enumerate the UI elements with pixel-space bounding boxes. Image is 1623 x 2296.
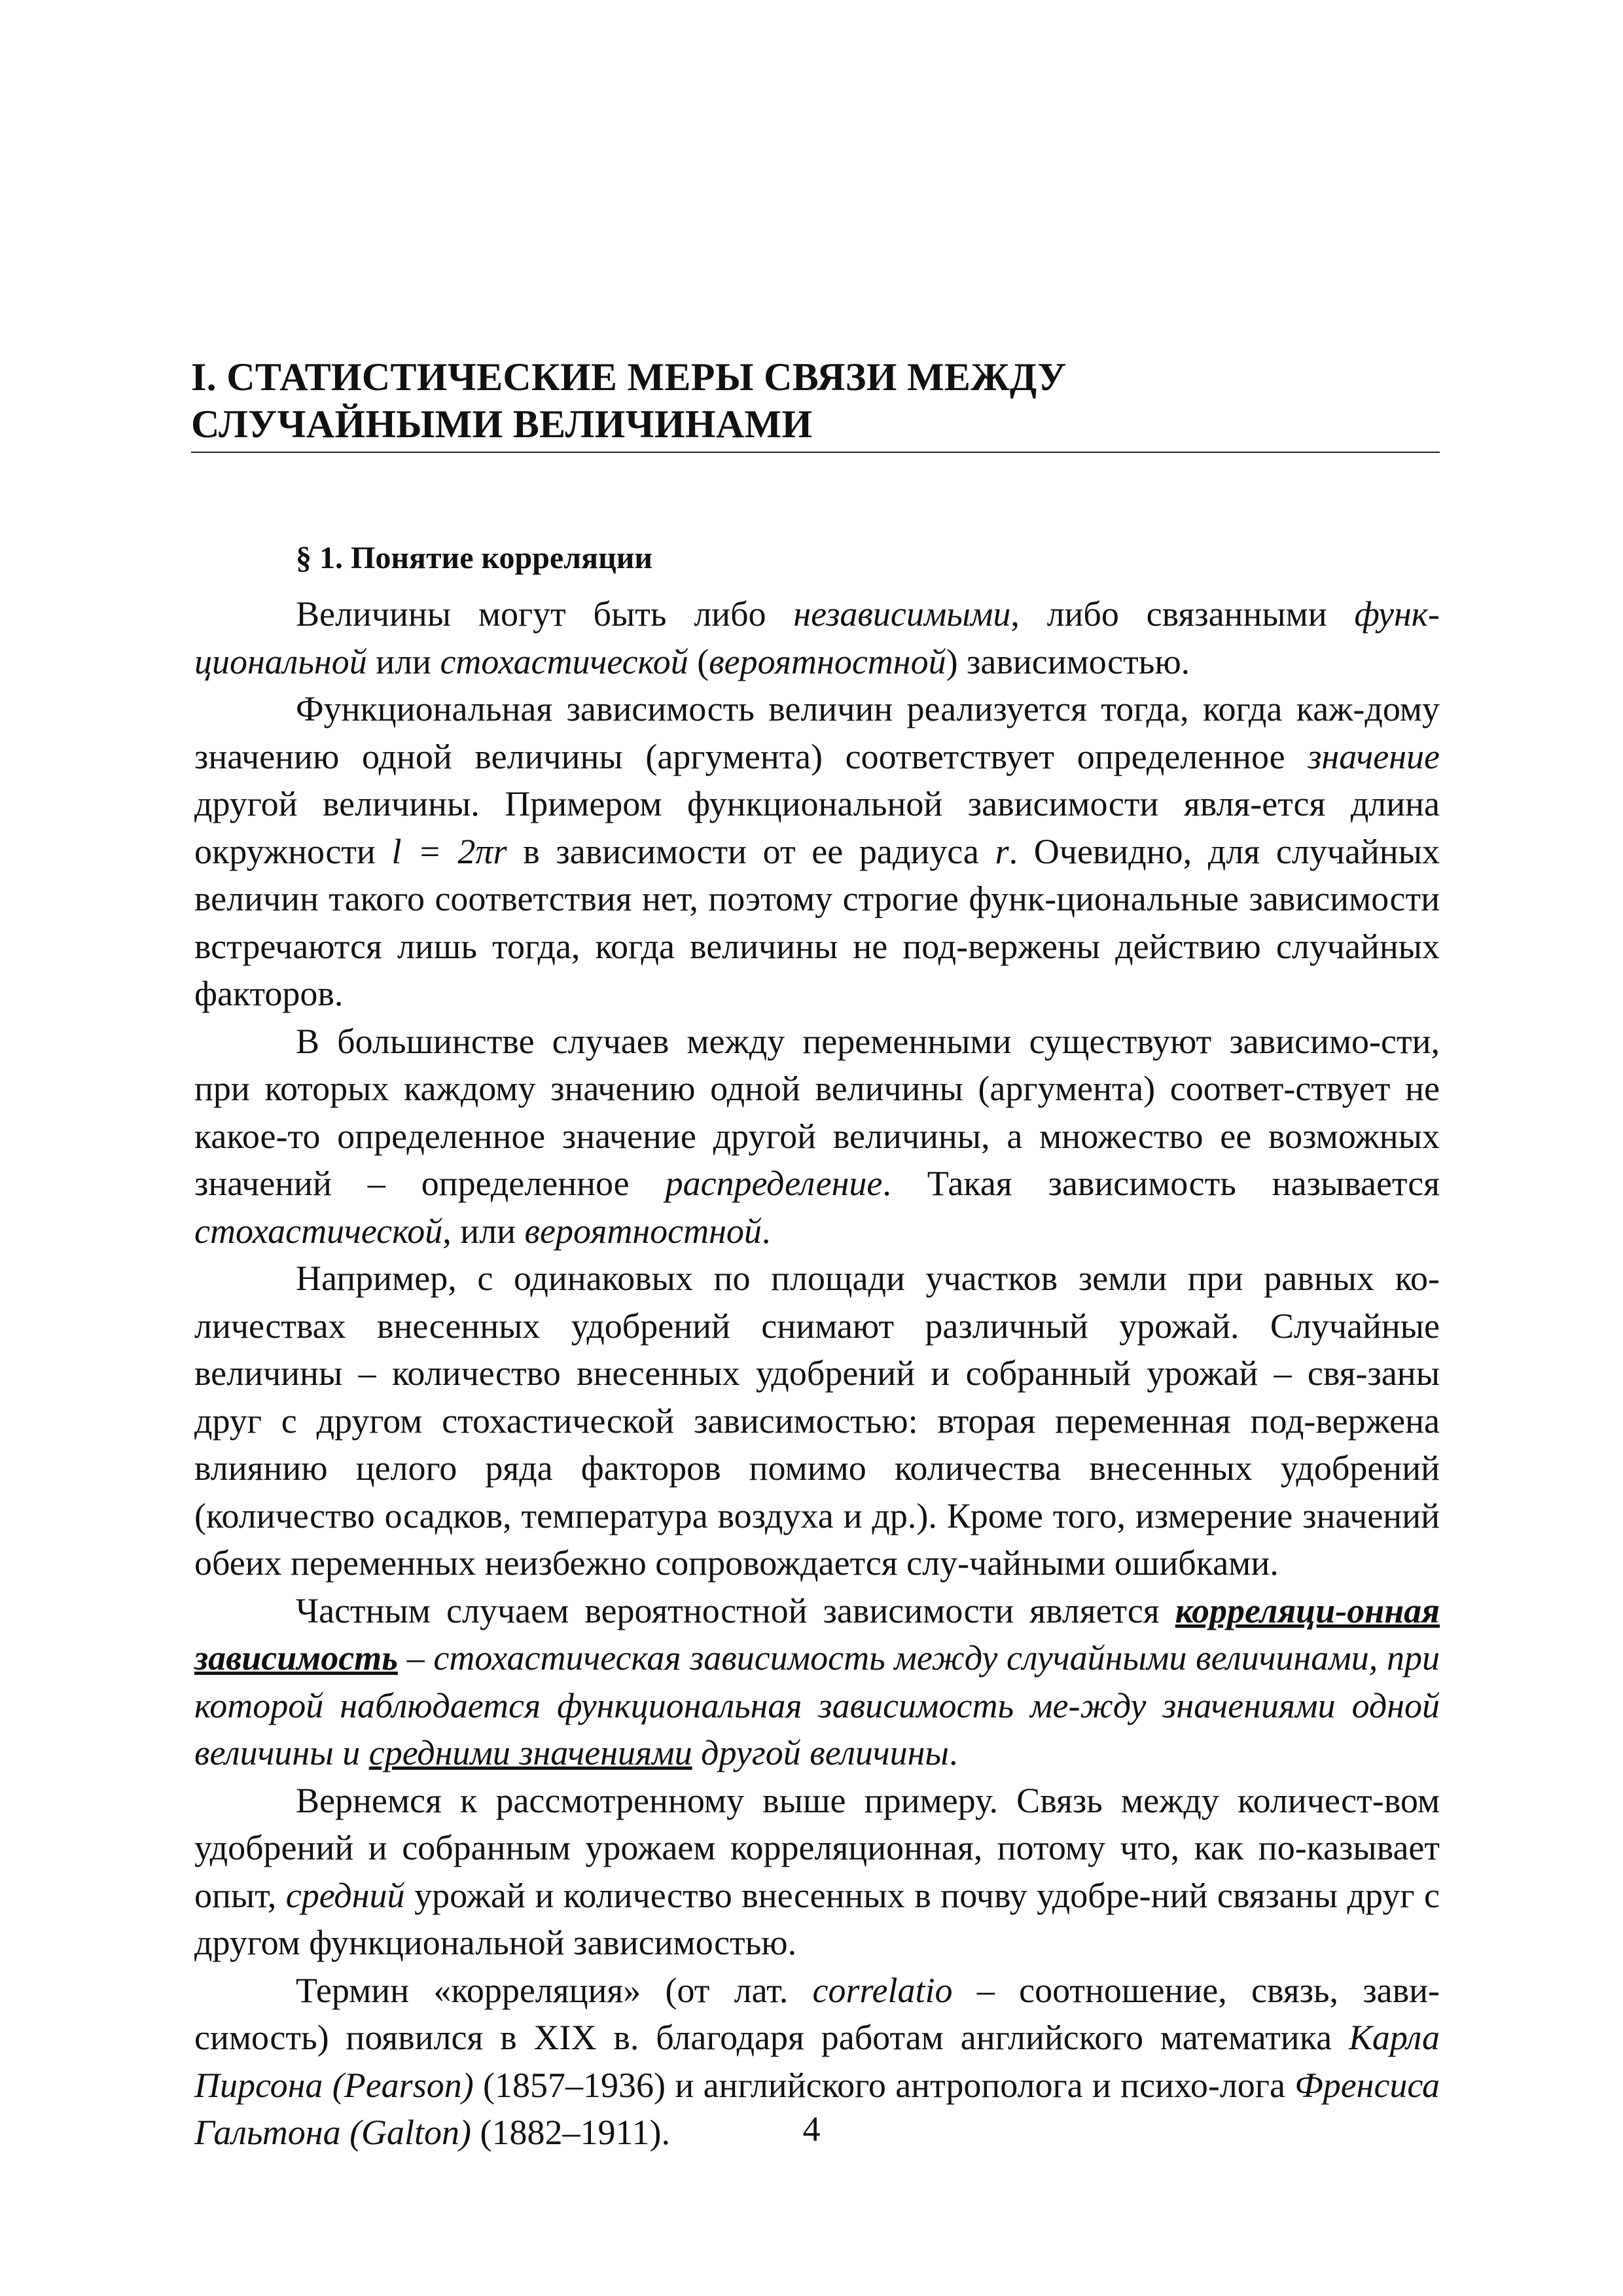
p7-text-4: (1882–1911).: [471, 2113, 671, 2152]
p5-italic-1: стохастическая зависимость между случайными величинами, при которой наблюдается функциональная зависимость ме-жду значениями одной величины и: [194, 1638, 1440, 1772]
p1-text-4: (: [688, 641, 709, 681]
p7-italic-1: correlatio: [812, 1970, 953, 2010]
paragraph-5: [194, 1587, 1440, 1777]
p5-text-1: Частным случаем вероятностной зависимости является: [296, 1590, 1175, 1630]
p5-underlined-mean-values: средними значениями: [368, 1733, 692, 1772]
chapter-title-line-1: I. СТАТИСТИЧЕСКИЕ МЕРЫ СВЯЗИ МЕЖДУ: [191, 355, 1067, 399]
p3-text-2: . Такая зависимость называется: [882, 1164, 1440, 1203]
radius-variable: r: [995, 831, 1009, 871]
chapter-title-rule: [191, 452, 1440, 453]
p6-text-1: Вернемся к рассмотренному выше примеру. Связь между количест-вом удобрений и собранным урожаем корреляционная, потому что, как по-казывает опыт,: [194, 1780, 1440, 1915]
p1-italic-4: вероятностной: [709, 641, 946, 681]
p2-text-2: другой величины. Примером функциональной зависимости явля-ется длина окружности: [194, 784, 1440, 871]
p6-italic-1: средний: [285, 1875, 405, 1915]
paragraph-6: [194, 1777, 1440, 1967]
p7-italic-2: Карла Пирсона (Pearson): [194, 2018, 1440, 2105]
paragraph-4: Например, с одинаковых по площади участков земли при равных ко-личествах внесенных удобрений снимают различный урожай. Случайные величины – количество внесенных удобрений и собранный урожай – свя-заны друг с другом стохастической зависимостью: вторая переменная под-вержена влиянию целого ряда факторов помимо количества внесенных удобрений (количество осадков, температура воздуха и др.). Кроме того, измерение значений обеих переменных неизбежно сопровождается слу-чайными ошибками.: [194, 1259, 1440, 1583]
p7-text-1: Термин «корреляция» (от лат.: [296, 1970, 813, 2010]
chapter-title: [191, 353, 1435, 448]
p3-italic-1: распределение: [665, 1164, 883, 1203]
paragraph-2: [194, 685, 1440, 1018]
p1-italic-1: независимыми: [793, 594, 1011, 634]
page-number: 4: [802, 2109, 821, 2149]
p2-italic-1: значение: [1308, 736, 1440, 776]
body-text: [194, 590, 1440, 2157]
p1-italic-2: функ-циональной: [194, 594, 1440, 681]
p1-text-3: или: [366, 641, 440, 681]
paragraph-3: [194, 1018, 1440, 1255]
p3-text-1: В большинстве случаев между переменными существуют зависимо-сти, при которых каждому значению одной величины (аргумента) соответ-ствует не какое-то определенное значение другой величины, а множество ее возможных значений – определенное: [194, 1021, 1440, 1203]
p3-italic-2: стохастической: [194, 1211, 443, 1251]
p7-text-3: (1857–1936) и английского антрополога и психо-лога: [473, 2065, 1295, 2105]
p6-text-2: урожай и количество внесенных в почву удобре-ний связаны друг с другом функциональной зависимостью.: [194, 1875, 1440, 1962]
p1-text-5: ) зависимостью.: [946, 641, 1190, 681]
p5-italic-2: другой величины: [692, 1733, 949, 1772]
p3-text-4: .: [761, 1211, 771, 1251]
p5-text-2: –: [397, 1638, 434, 1677]
p2-text-3: в зависимости от ее радиуса: [507, 831, 995, 871]
p3-text-3: , или: [442, 1211, 525, 1251]
p1-text-1: Величины могут быть либо: [296, 594, 794, 634]
p7-text-2: – соотношение, связь, зави-симость) появился в XIX в. благодаря работам английского математика: [194, 1970, 1440, 2057]
correlation-term: корреляци-онная зависимость: [194, 1590, 1440, 1677]
section-heading: § 1. Понятие корреляции: [296, 541, 653, 575]
p1-text-2: , либо связанными: [1010, 594, 1355, 634]
p3-italic-3: вероятностной: [524, 1211, 762, 1251]
circumference-formula: l = 2πr: [391, 831, 507, 871]
p1-italic-3: стохастической: [440, 641, 688, 681]
chapter-title-line-2: СЛУЧАЙНЫМИ ВЕЛИЧИНАМИ: [191, 403, 813, 446]
paragraph-1: [194, 590, 1440, 685]
p2-text-1: Функциональная зависимость величин реализуется тогда, когда каж-дому значению одной величины (аргумента) соответствует определенное: [194, 689, 1440, 776]
p5-text-3: .: [949, 1733, 958, 1772]
p7-italic-3: Френсиса Гальтона (Galton): [194, 2065, 1440, 2152]
p2-text-4: . Очевидно, для случайных величин такого соответствия нет, поэтому строгие функ-циональные зависимости встречаются лишь тогда, когда величины не под-вержены действию случайных факторов.: [194, 831, 1440, 1013]
